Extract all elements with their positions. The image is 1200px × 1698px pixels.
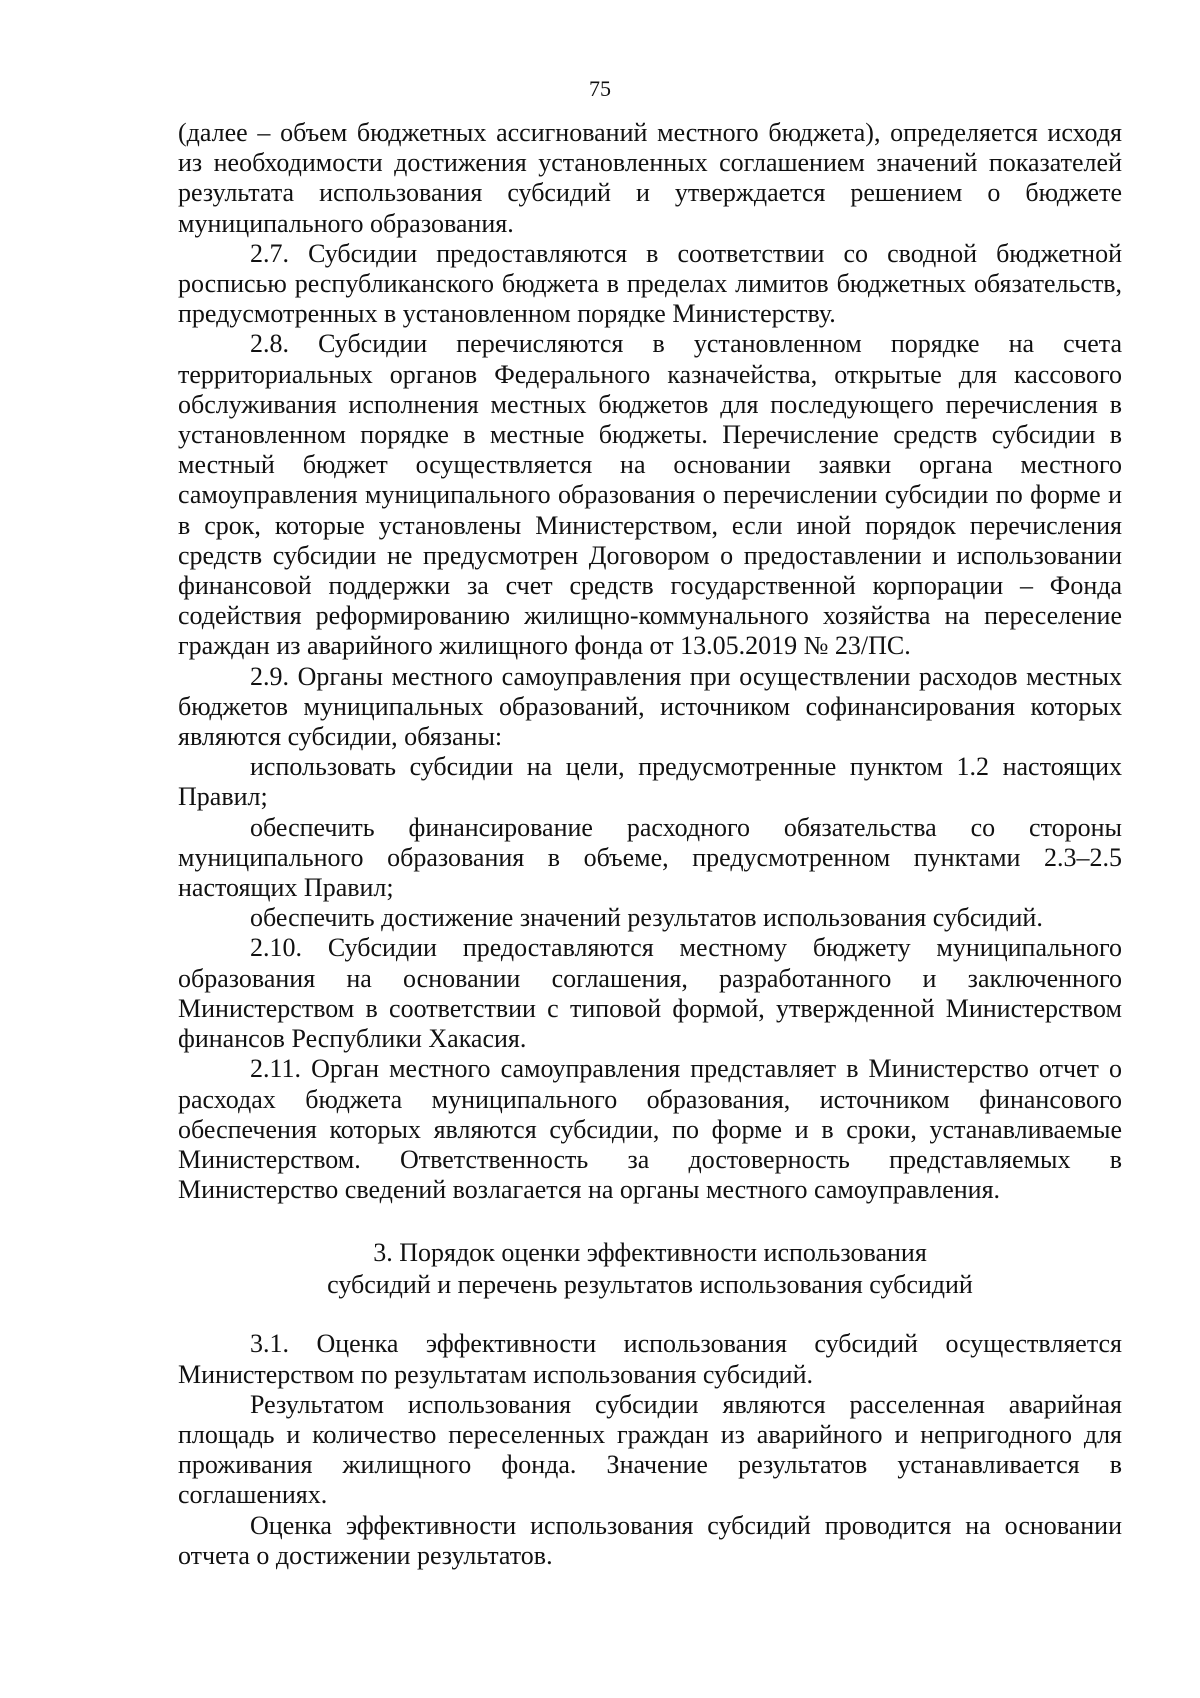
paragraph-2-9: 2.9. Органы местного самоуправления при осуществлении расходов местных бюджетов муниципальных образований, источником софинансирования которых являются субсидии, обязаны:	[178, 661, 1122, 752]
paragraph-2-8: 2.8. Субсидии перечисляются в установленном порядке на счета территориальных органов Федерального казначейства, открытые для кассового обслуживания исполнения местных бюджетов для последующего перечисления в установленном порядке в местные бюджеты. Перечисление средств субсидии в местный бюджет осуществляется на основании заявки органа местного самоуправления муниципального образования о перечислении субсидии по форме и в срок, которые установлены Министерством, если иной порядок перечисления средств субсидии не предусмотрен Договором о предоставлении и использовании финансовой поддержки за счет средств государственной корпорации – Фонда содействия реформированию жилищно-коммунального хозяйства на переселение граждан из аварийного жилищного фонда от 13.05.2019 № 23/ПС.	[178, 329, 1122, 661]
section-3-heading	[178, 1237, 1122, 1301]
document-body	[178, 118, 1122, 1571]
paragraph-3-1-evaluation: Оценка эффективности использования субсидий проводится на основании отчета о достижении результатов.	[178, 1510, 1122, 1570]
paragraph-2-9-item-3: обеспечить достижение значений результатов использования субсидий.	[250, 903, 1043, 933]
paragraph-2-7: 2.7. Субсидии предоставляются в соответствии со сводной бюджетной росписью республиканского бюджета в пределах лимитов бюджетных обязательств, предусмотренных в установленном порядке Министерству.	[178, 238, 1122, 329]
section-3-heading-line-1: 3. Порядок оценки эффективности использования	[373, 1238, 927, 1268]
paragraph-3-1-result: Результатом использования субсидии являются расселенная аварийная площадь и количество переселенных граждан из аварийного и непригодного для проживания жилищного фонда. Значение результатов устанавливается в соглашениях.	[178, 1389, 1122, 1510]
paragraph-2-11: 2.11. Орган местного самоуправления представляет в Министерство отчет о расходах бюджета муниципального образования, источником финансового обеспечения которых являются субсидии, по форме и в сроки, устанавливаемые Министерством. Ответственность за достоверность представляемых в Министерство сведений возлагается на органы местного самоуправления.	[178, 1054, 1122, 1205]
paragraph-2-9-item-2: обеспечить финансирование расходного обязательства со стороны муниципального образования в объеме, предусмотренном пунктами 2.3–2.5 настоящих Правил;	[178, 812, 1122, 903]
paragraph-2-9-item-1: использовать субсидии на цели, предусмотренные пунктом 1.2 настоящих Правил;	[178, 752, 1122, 812]
paragraph-continuation: (далее – объем бюджетных ассигнований местного бюджета), определяется исходя из необходимости достижения установленных соглашением значений показателей результата использования субсидий и утверждается решением о бюджете муниципального образования.	[178, 118, 1122, 238]
paragraph-3-1: 3.1. Оценка эффективности использования субсидий осуществляется Министерством по результатам использования субсидий.	[178, 1329, 1122, 1389]
page-number: 75	[589, 76, 611, 101]
paragraph-2-10: 2.10. Субсидии предоставляются местному бюджету муниципального образования на основании соглашения, разработанного и заключенного Министерством в соответствии с типовой формой, утвержденной Министерством финансов Республики Хакасия.	[178, 933, 1122, 1054]
section-3-heading-line-2: субсидий и перечень результатов использования субсидий	[327, 1270, 973, 1300]
